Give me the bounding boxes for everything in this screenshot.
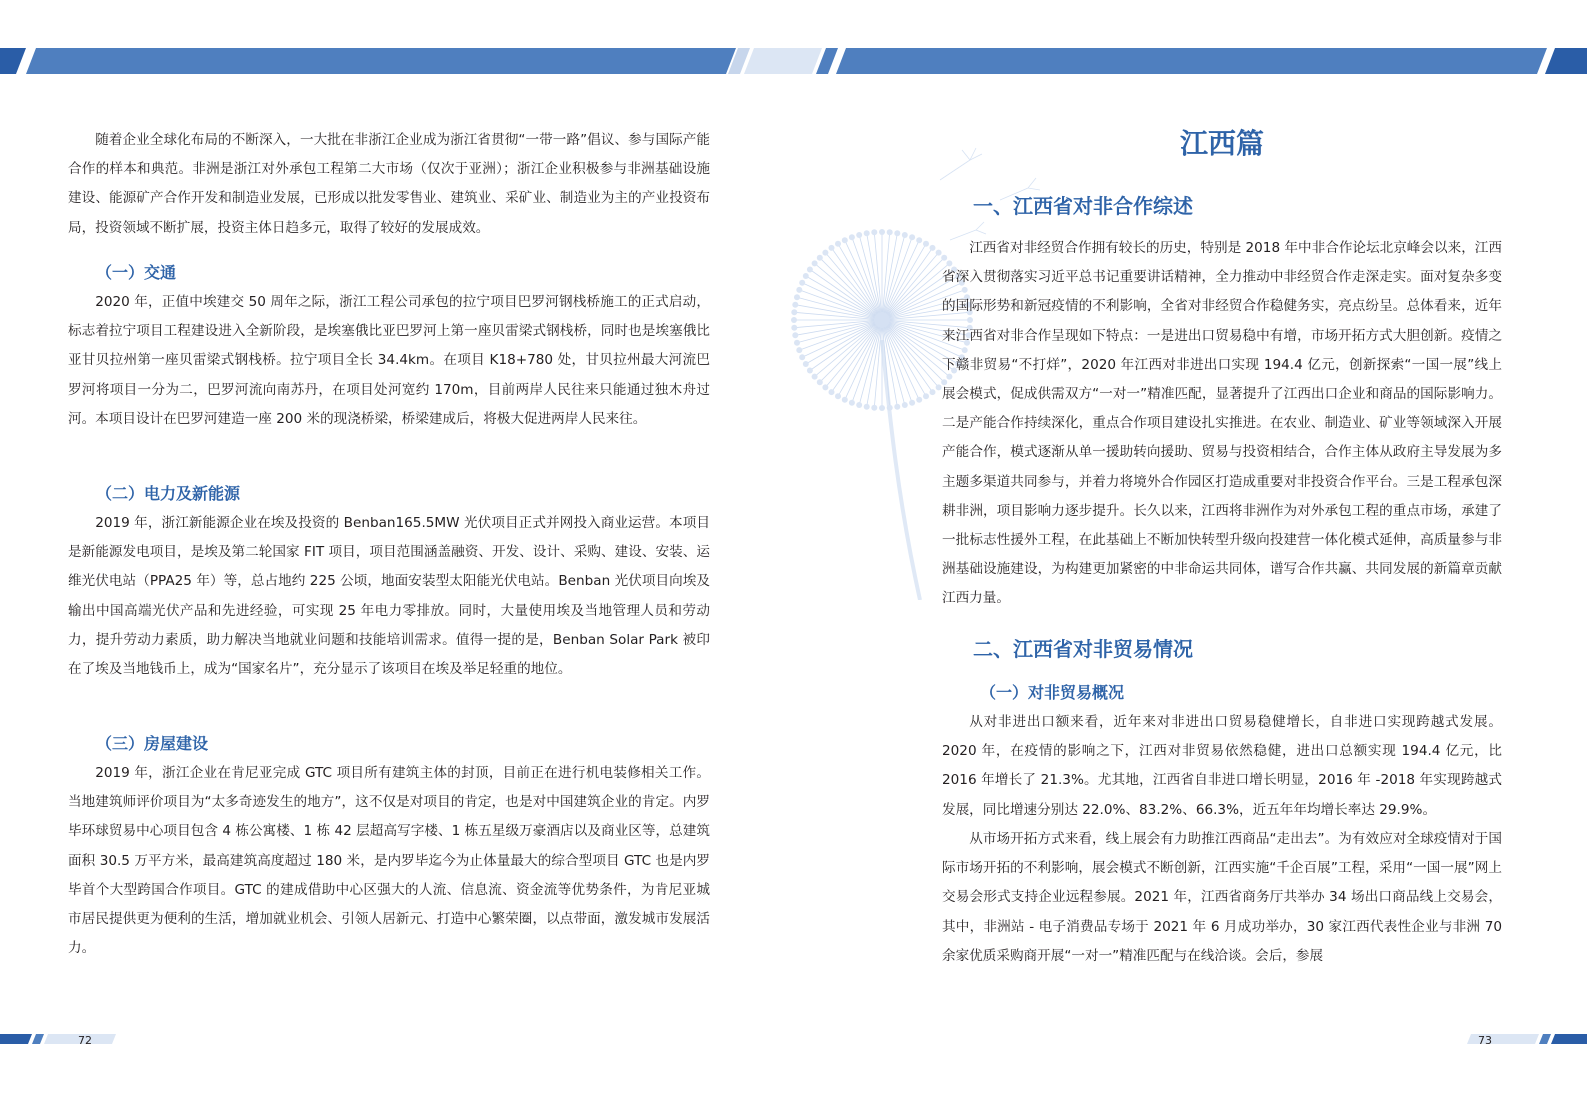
left-section-body-energy: 2019 年，浙江新能源企业在埃及投资的 Benban165.5MW 光伏项目正式并网投入商业运营。本项目是新能源发电项目，是埃及第二轮国家 FIT 项目，项目范围涵盖融资、开发、设计、采购、建设、安装、运维光伏电站（PPA25 年）等，总占地约 225 公顷，地面安装型太阳能光伏电站。Benban 光伏项目向埃及输出中国高端光伏产品和先进经验，可实现 25 年电力零排放。同时，大量使用埃及当地管理人员和劳动力，提升劳动力素质，助力解决当地就业问题和技能培训需求。值得一提的是，Benban Solar Park 被印在了埃及当地钱币上，成为“国家名片”，充分显示了该项目在埃及举足轻重的地位。 bbox=[68, 515, 710, 678]
chapter-title: 江西篇 bbox=[1180, 127, 1265, 160]
section2-subheading: （一）对非贸易概况 bbox=[980, 683, 1125, 702]
section1-title: 一、江西省对非合作综述 bbox=[973, 194, 1193, 218]
left-section-body-housing: 2019 年，浙江企业在肯尼亚完成 GTC 项目所有建筑主体的封顶，目前正在进行机电装修相关工作。当地建筑师评价项目为“太多奇迹发生的地方”，这不仅是对项目的肯定，也是对中国建筑企业的肯定。内罗毕环球贸易中心项目包含 4 栋公寓楼、1 栋 42 层超高写字楼、1 栋五星级万豪酒店以及商业区等，总建筑面积 30.5 万平方米，最高建筑高度超过 180 米，是内罗毕迄今为止体量最大的综合型项目 GTC 也是内罗毕首个大型跨国合作项目。GTC 的建成借助中心区强大的人流、信息流、资金流等优势条件，为肯尼亚城市居民提供更为便利的生活，增加就业机会、引领人居新元、打造中心繁荣圈，以点带面，激发城市发展活力。 bbox=[68, 765, 710, 957]
footer-band-left bbox=[0, 1034, 120, 1044]
section2-title: 二、江西省对非贸易情况 bbox=[973, 637, 1193, 661]
section2-paragraph-1: 从对非进出口额来看，近年来对非进出口贸易稳健增长，自非进口实现跨越式发展。2020 年，在疫情的影响之下，江西对非贸易依然稳健，进出口总额实现 194.4 亿元，比 2016 年增长了 21.3%。尤其地，江西省自非进口增长明显，2016 年 -2018 年实现跨越式发展，同比增速分别达 22.0%、83.2%、66.3%，近五年年均增长率达 29.9%。 bbox=[942, 714, 1502, 818]
left-section-heading-transport: （一）交通 bbox=[96, 263, 177, 282]
page-number-left: 72 bbox=[78, 1034, 92, 1047]
section2-paragraph-2: 从市场开拓方式来看，线上展会有力助推江西商品“走出去”。为有效应对全球疫情对于国际市场开拓的不利影响，展会模式不断创新，江西实施“千企百展”工程，采用“一国一展”网上交易会形式支持企业远程参展。2021 年，江西省商务厅共举办 34 场出口商品线上交易会，其中，非洲站 - 电子消费品专场于 2021 年 6 月成功举办，30 家江西代表性企业与非洲 70 余家优质采购商开展“一对一”精准匹配与在线洽谈。会后，参展 bbox=[942, 831, 1502, 964]
section1-body: 江西省对非经贸合作拥有较长的历史，特别是 2018 年中非合作论坛北京峰会以来，江西省深入贯彻落实习近平总书记重要讲话精神，全力推动中非经贸合作走深走实。面对复杂多变的国际形势和新冠疫情的不利影响，全省对非经贸合作稳健务实，亮点纷呈。总体看来，近年来江西省对非合作呈现如下特点：一是进出口贸易稳中有增，市场开拓方式大胆创新。疫情之下赣非贸易“不打烊”，2020 年江西对非进出口实现 194.4 亿元，创新探索“一国一展”线上展会模式，促成供需双方“一对一”精准匹配，显著提升了江西出口企业和商品的国际影响力。二是产能合作持续深化，重点合作项目建设扎实推进。在农业、制造业、矿业等领域深入开展产能合作，模式逐渐从单一援助转向援助、贸易与投资相结合，合作主体从政府主导发展为多主题多渠道共同参与，并着力将境外合作园区打造成重要对非投资合作平台。三是工程承包深耕非洲，项目影响力逐步提升。长久以来，江西将非洲作为对外承包工程的重点市场，承建了一批标志性援外工程，在此基础上不断加快转型升级向投建营一体化模式延伸，高质量参与非洲基础设施建设，为构建更加紧密的中非命运共同体，谱写合作共赢、共同发展的新篇章贡献江西力量。 bbox=[942, 240, 1502, 607]
left-section-body-transport: 2020 年，正值中埃建交 50 周年之际，浙江工程公司承包的拉宁项目巴罗河钢栈桥施工的正式启动，标志着拉宁项目工程建设进入全新阶段，是埃塞俄比亚巴罗河上第一座贝雷梁式钢栈桥，同时也是埃塞俄比亚甘贝拉州第一座贝雷梁式钢栈桥。拉宁项目全长 34.4km。在项目 K18+780 处，甘贝拉州最大河流巴罗河将项目一分为二，巴罗河流向南苏丹，在项目处河宽约 170m，目前两岸人民往来只能通过独木舟过河。本项目设计在巴罗河建造一座 200 米的现浇桥梁，桥梁建成后，将极大促进两岸人民来往。 bbox=[68, 294, 710, 427]
page-number-right: 73 bbox=[1478, 1034, 1492, 1047]
left-intro-paragraph: 随着企业全球化布局的不断深入，一大批在非浙江企业成为浙江省贯彻“一带一路”倡议、参与国际产能合作的样本和典范。非洲是浙江对外承包工程第二大市场（仅次于亚洲）；浙江企业积极参与非洲基础设施建设、能源矿产合作开发和制造业发展，已形成以批发零售业、建筑业、采矿业、制造业为主的产业投资布局，投资领域不断扩展，投资主体日趋多元，取得了较好的发展成效。 bbox=[68, 132, 710, 236]
left-section-heading-housing: （三）房屋建设 bbox=[96, 734, 209, 753]
header-band bbox=[0, 48, 1587, 74]
left-section-heading-energy: （二）电力及新能源 bbox=[96, 484, 241, 503]
